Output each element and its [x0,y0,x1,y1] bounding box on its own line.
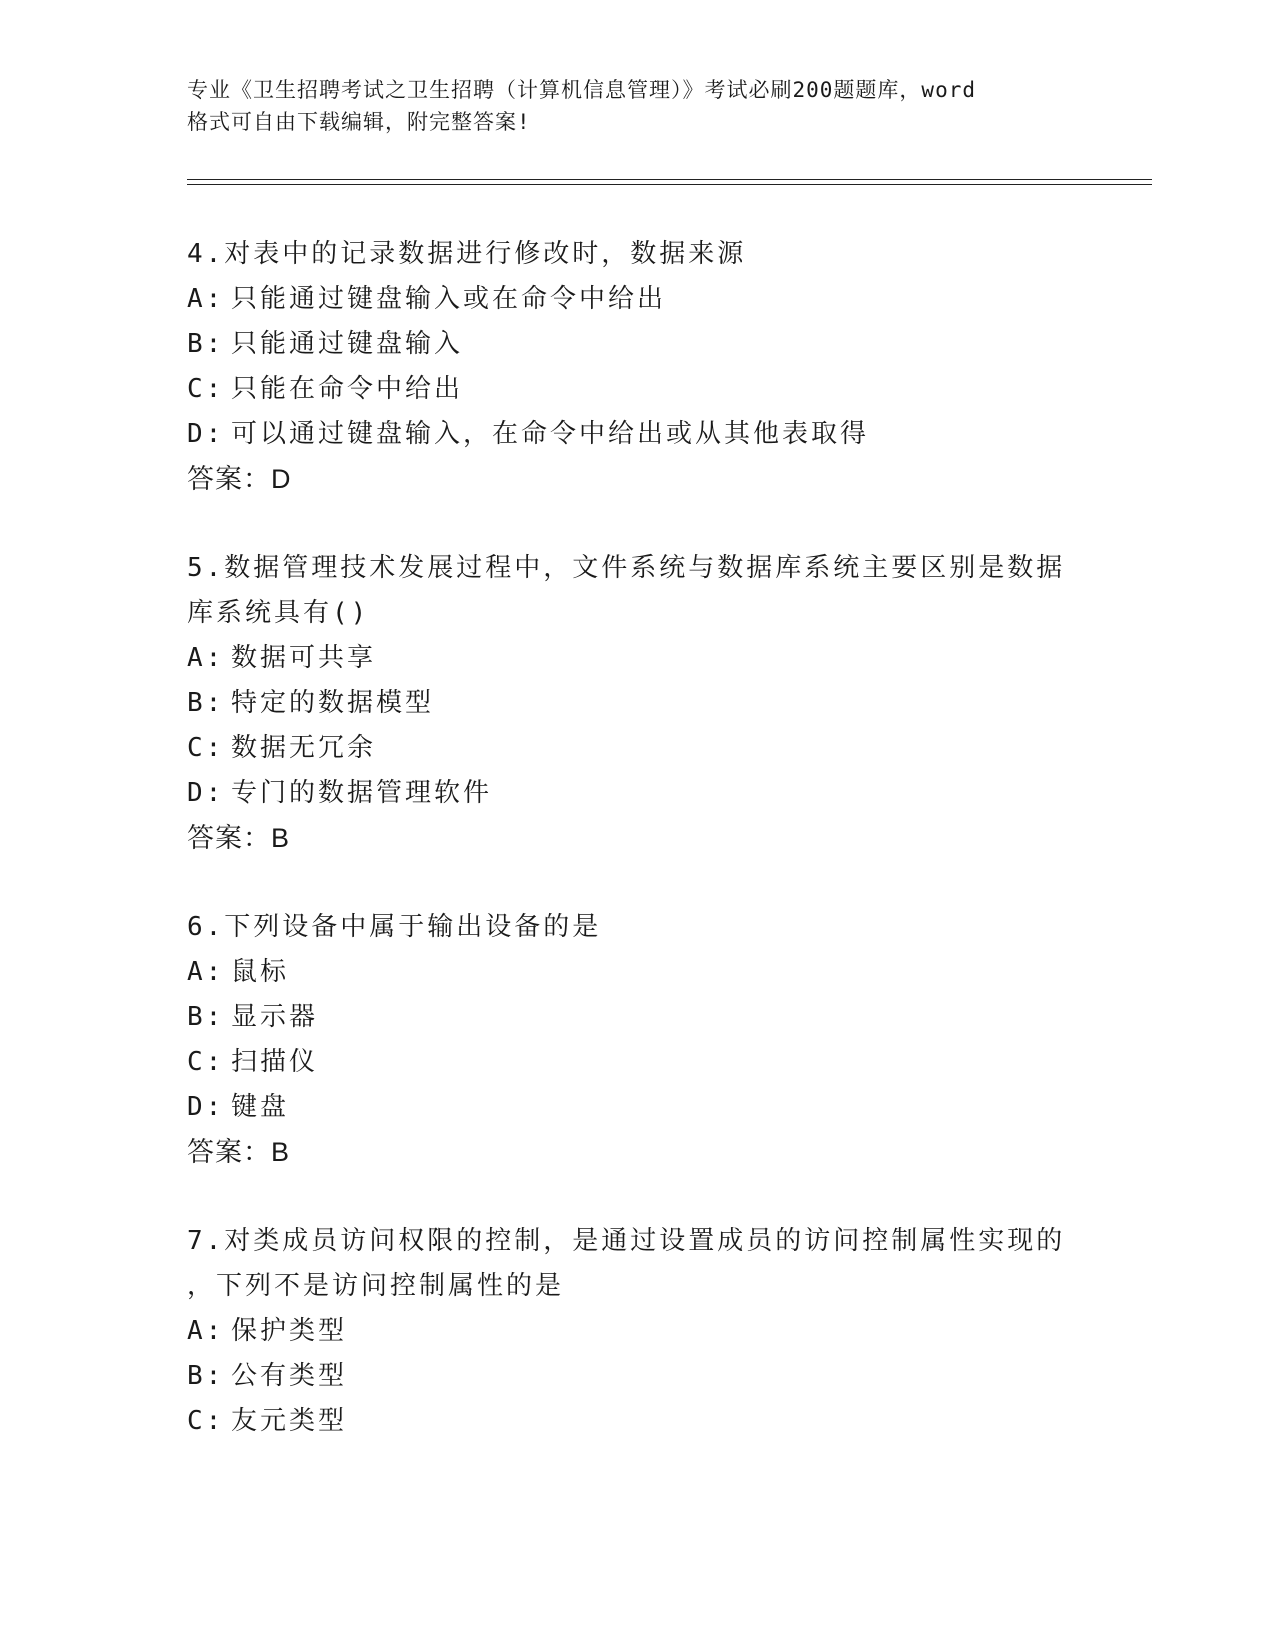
answer-option [187,950,1087,995]
option-text: 显示器 [231,1002,319,1032]
option-text: 公有类型 [231,1361,348,1391]
option-key: A: [187,1316,225,1346]
option-key: D: [187,778,225,808]
option-key: D: [187,419,225,449]
option-text: 数据可共享 [231,643,377,673]
answer-key: 答案：D [187,464,292,494]
option-text: 鼠标 [231,957,290,987]
option-key: D: [187,1092,225,1122]
answer-option [187,1040,1087,1085]
header-divider-top [187,179,1152,180]
header-divider-bottom [187,184,1152,185]
answer-key: 答案：B [187,823,291,853]
option-key: A: [187,284,225,314]
option-key: A: [187,643,225,673]
option-key: C: [187,733,225,763]
option-text: 可以通过键盘输入，在命令中给出或从其他表取得 [231,419,870,449]
option-text: 键盘 [231,1092,290,1122]
answer-option [187,277,1087,322]
answer-option [187,1399,1087,1444]
header-line-2: 格式可自由下载编辑，附完整答案! [187,110,531,134]
answer-option [187,771,1087,816]
option-key: B: [187,1002,225,1032]
option-text: 只能通过键盘输入 [231,329,464,359]
option-key: B: [187,688,225,718]
option-text: 只能通过键盘输入或在命令中给出 [231,284,667,314]
option-text: 只能在命令中给出 [231,374,464,404]
answer-option [187,367,1087,412]
option-key: A: [187,957,225,987]
answer-key: 答案：B [187,1137,291,1167]
header-line-1: 专业《卫生招聘考试之卫生招聘（计算机信息管理）》考试必刷200题题库，word [187,78,976,102]
answer-option [187,322,1087,367]
answer-option [187,636,1087,681]
answer-option [187,726,1087,771]
answer-option [187,1085,1087,1130]
document-header [187,74,1087,138]
question-text: 5.数据管理技术发展过程中，文件系统与数据库系统主要区别是数据 库系统具有() [187,553,1066,628]
option-key: C: [187,1047,225,1077]
option-text: 保护类型 [231,1316,348,1346]
option-text: 友元类型 [231,1406,348,1436]
question-text: 4.对表中的记录数据进行修改时，数据来源 [187,239,747,269]
option-text: 专门的数据管理软件 [231,778,493,808]
answer-option [187,412,1087,457]
option-text: 扫描仪 [231,1047,319,1077]
answer-option [187,995,1087,1040]
question-text: 7.对类成员访问权限的控制，是通过设置成员的访问控制属性实现的 ，下列不是访问控制属性的是 [187,1226,1066,1301]
option-text: 特定的数据模型 [231,688,435,718]
question-text: 6.下列设备中属于输出设备的是 [187,912,602,942]
answer-option [187,1309,1087,1354]
option-text: 数据无冗余 [231,733,377,763]
answer-option [187,681,1087,726]
answer-option [187,1354,1087,1399]
question-block [187,232,1087,502]
question-block [187,546,1087,861]
option-key: C: [187,1406,225,1436]
question-block [187,1219,1087,1444]
question-block [187,905,1087,1175]
question-list [187,232,1087,1488]
option-key: B: [187,329,225,359]
option-key: B: [187,1361,225,1391]
option-key: C: [187,374,225,404]
